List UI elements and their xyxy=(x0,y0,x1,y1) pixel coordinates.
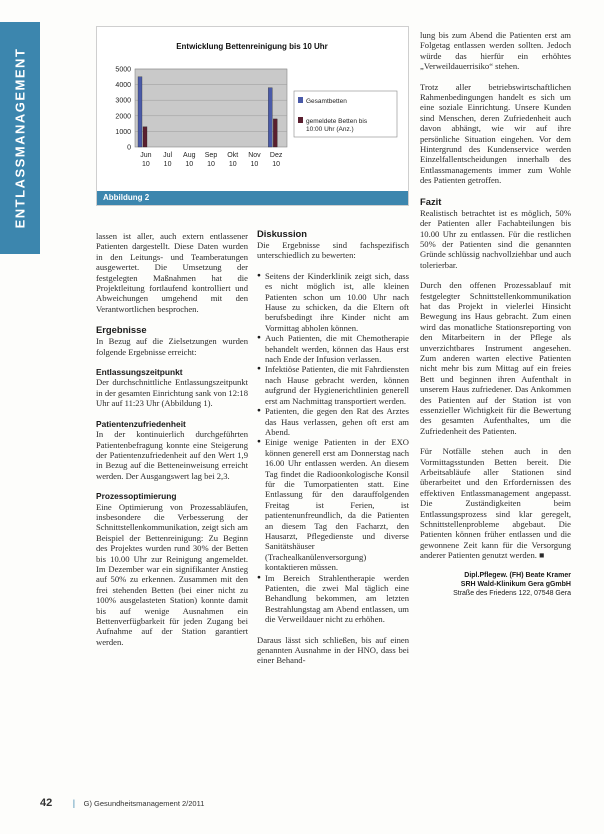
diskussion-paragraph: Die Ergebnisse sind fachspezifisch unterschiedlich zu bewerten: xyxy=(257,240,409,261)
legend-label: Gesamtbetten xyxy=(306,98,347,105)
x-tick-label: 10 xyxy=(141,161,150,168)
list-item: ● Auch Patienten, die mit Chemotherapie behandelt werden, können das Haus erst nach Ende der Infusion verlassen. xyxy=(257,333,409,364)
chart-svg xyxy=(97,27,408,191)
author-address: Straße des Friedens 122, 07548 Gera xyxy=(453,589,571,597)
continuation-paragraph: lung bis zum Abend die Patienten erst am Folgetag entlassen werden sollten. Jedoch würde das hierfür ein erhöhtes „Verweildauerrisiko“ stehen. xyxy=(420,30,571,72)
figure-chart xyxy=(96,26,409,206)
figure-label: Abbildung 2 xyxy=(97,191,408,205)
legend-swatch xyxy=(298,97,303,103)
x-tick-label: 10 xyxy=(272,161,281,168)
x-tick-label: 10 xyxy=(250,161,259,168)
prozessoptimierung-paragraph: Eine Optimierung von Prozessabläufen, insbesondere die Verbesserung der Schnittstellenkommunikation, zeigt sich am Beispiel der Bettenreinigung: Zu Beginn des Projektes wurden rund 30% der Betten bis 10.00 Uhr zur Reinigung angemeldet. Im Dezember war ein signifikanter Anstieg auf 50% zu erkennen. Zusammen mit den frei stehenden Betten (bei einer nicht zu 100% ausgelasteten Station) konnte damit bis auf wenige Ausnahmen ein Bettenverfügbarkeit für jeden Zugang bei Aufnahme auf der Station garantiert werden. xyxy=(96,501,248,647)
x-tick-label: Okt xyxy=(227,152,239,159)
y-tick-label: 4000 xyxy=(115,82,131,90)
x-tick-label: 10 xyxy=(228,161,237,168)
y-tick-label: 1000 xyxy=(115,128,131,136)
ergebnisse-paragraph: In Bezug auf die Zielsetzungen wurden folgende Ergebnisse erreicht: xyxy=(96,336,248,357)
x-tick-label: 10 xyxy=(185,161,194,168)
section-tab-label: ENTLASSMANAGEMENT xyxy=(12,47,28,229)
column-2 xyxy=(257,228,409,666)
bar xyxy=(138,77,142,147)
legend-label: gemeldete Betten bis xyxy=(306,118,368,125)
x-tick-label: Sep xyxy=(204,152,218,159)
x-tick-label: 10 xyxy=(163,161,172,168)
list-item: ● Seitens der Kinderklinik zeigt sich, dass es nicht möglich ist, alle kleinen Patienten schon um 10.00 Uhr nach Hause zu schicken, da die Eltern oft berufsbedingt ihre Kinder nicht am Vormittag abholen können. xyxy=(257,271,409,333)
x-tick-label: Nov xyxy=(248,152,261,159)
x-tick-label: 10 xyxy=(207,161,215,168)
list-item: ● Im Bereich Strahlentherapie werden Patienten, die zwei Mal täglich eine Behandlung bekommen, am letzten Bestrahlungstag am Abend entlassen, um die Verweildauer nicht zu erhöhen. xyxy=(257,573,409,625)
magazine-title: G) Gesundheitsmanagement 2/2011 xyxy=(83,799,205,808)
legend-swatch xyxy=(298,117,303,123)
heading-diskussion: Diskussion xyxy=(257,228,308,239)
x-tick-label: Dez xyxy=(269,152,283,159)
intro-paragraph: lassen ist aller, auch extern entlassener Patienten dargestellt. Diese Daten wurden in den Leitungs- und Teamberatungen ausgewertet. Die Umsetzung der festgelegten Maßnahmen hat die Projektleitung fortlaufend kontrolliert und Abweichungen umgehend mit den Verantwortlichen besprochen. xyxy=(96,231,248,314)
x-tick-label: Aug xyxy=(183,152,196,159)
page-footer xyxy=(40,797,204,809)
author-block xyxy=(420,571,571,598)
list-item: ● Einige wenige Patienten in der EXO können generell erst am Donnerstag nach 16.00 Uhr entlassen werden. An diesem Tag findet die Radioonkologische Konsil für die Tumorpatienten statt. Eine Entlassung für den darauffolgenden Freitag ist Ferien, ist patientenunfreundlich, da die Patienten an diesem Tag den Facharzt, den Hausarzt, Pflegedienste und diverse Sanitätshäuser (Trachealkanülenversorgung) kontaktieren müssen. xyxy=(257,437,409,572)
process-paragraph: Durch den offenen Prozessablauf mit festgelegter Schnittstellenkommunikation hat das Projekt in vielerlei Hinsicht Bewegung ins Haus gebracht. Zum einen wird das monatliche Stationsreporting von den Mitarbeitern in der Pflege als unverzichtbares Instrument angesehen. Zum anderen warten elective Patienten nicht mehr bis zum Mittag auf ein freies Bett und beginnen ihren Aufenthalt in unserem Haus zufriedener. Das Ankommen des Patienten auf der Station ist von essenzieller Wichtigkeit für die Bewertung des gesamten Aufenthaltes, um die Zufriedenheit des Patienten. xyxy=(420,280,571,436)
list-item: ● Patienten, die gegen den Rat des Arztes das Haus verlassen, gehen oft erst am Abend. xyxy=(257,406,409,437)
author-organisation: SRH Wald-Klinikum Gera gGmbH xyxy=(460,580,571,588)
diskussion-list xyxy=(257,271,409,625)
plot-area xyxy=(135,69,287,147)
heading-fazit: Fazit xyxy=(420,195,442,207)
column-3 xyxy=(420,30,571,598)
bar xyxy=(273,119,277,147)
section-tab xyxy=(0,22,40,254)
list-item: ● Infektiöse Patienten, die mit Fahrdiensten nach Hause gebracht werden, können aufgrund der Hygienerichtlinien generell erst am Nachmittag transportiert werden. xyxy=(257,364,409,406)
column-1 xyxy=(96,231,248,647)
y-tick-label: 3000 xyxy=(115,97,131,105)
y-tick-label: 2000 xyxy=(115,113,131,121)
heading-entlassungszeitpunkt: Entlassungszeitpunkt xyxy=(96,367,183,378)
fazit-paragraph: Realistisch betrachtet ist es möglich, 50% der Patienten aller Fachabteilungen bis 10.00 Uhr zu entlassen. Für die restlichen 50% der Patienten sind die genannten Gründe schlüssig nachvollziehbar und auch tolerierbar. xyxy=(420,207,571,270)
y-tick-label: 5000 xyxy=(115,66,131,74)
x-tick-label: Jun xyxy=(140,152,152,159)
diskussion-outro: Daraus lässt sich schließen, bis auf einen genannten Ausnahme in der HNO, dass bei einer Behand- xyxy=(257,634,409,666)
y-tick-label: 0 xyxy=(127,144,131,152)
emergency-paragraph: Für Notfälle stehen auch in den Vormittagsstunden Betten bereit. Die Arbeitsabläufe aller Stationen sind überarbeitet und den Erfordernissen des effektiven Entlassmanagement angepasst. Die Zuständigkeiten beim Entlassungsprozess sind klar geregelt, Schnittstellenprobleme abgebaut. Die Patienten können früher entlassen und die gewonnene Zeit kann für die Versorgung anderer Patienten genutzt werden. ■ xyxy=(420,446,571,561)
bar xyxy=(143,127,147,147)
entlassungszeitpunkt-paragraph: Der durchschnittliche Entlassungszeitpunkt in der gesamten Einrichtung sank von 12:18 Uhr auf 11:23 Uhr (Abbildung 1). xyxy=(96,377,248,409)
heading-prozessoptimierung: Prozessoptimierung xyxy=(96,491,177,502)
footer-separator: | xyxy=(72,798,76,808)
x-tick-label: Jul xyxy=(163,152,173,159)
legend-label: 10:00 Uhr (Anz.) xyxy=(306,126,354,133)
chart-title: Entwicklung Bettenreinigung bis 10 Uhr xyxy=(176,42,328,51)
heading-ergebnisse: Ergebnisse xyxy=(96,324,147,336)
heading-patientenzufriedenheit: Patientenzufriedenheit xyxy=(96,418,186,429)
patientenzufriedenheit-paragraph: In der kontinuierlich durchgeführten Patientenbefragung konnte eine Steigerung der Patientenzufriedenheit auf den Wert 1,9 in Bezug auf die Betteneinweisung erreicht werden. Der Ausgangswert lag bei 2,3. xyxy=(96,429,248,481)
social-paragraph: Trotz aller betriebswirtschaftlichen Rahmenbedingungen handelt es sich um eine soziale Einrichtung. Unsere Kunden sind Menschen, deren Zufriedenheit auch davon abhängt, wie wir auf ihre persönliche Situation eingehen. Vor dem Hintergrund des Kundenservice werden Einzelfallentscheidungen innerhalb des Entlassmanagements immer zum Wohle des Patienten getroffen. xyxy=(420,81,571,186)
author-name: Dipl.Pflegew. (FH) Beate Kramer xyxy=(464,571,571,579)
page-number: 42 xyxy=(40,797,53,809)
bar xyxy=(268,88,272,147)
